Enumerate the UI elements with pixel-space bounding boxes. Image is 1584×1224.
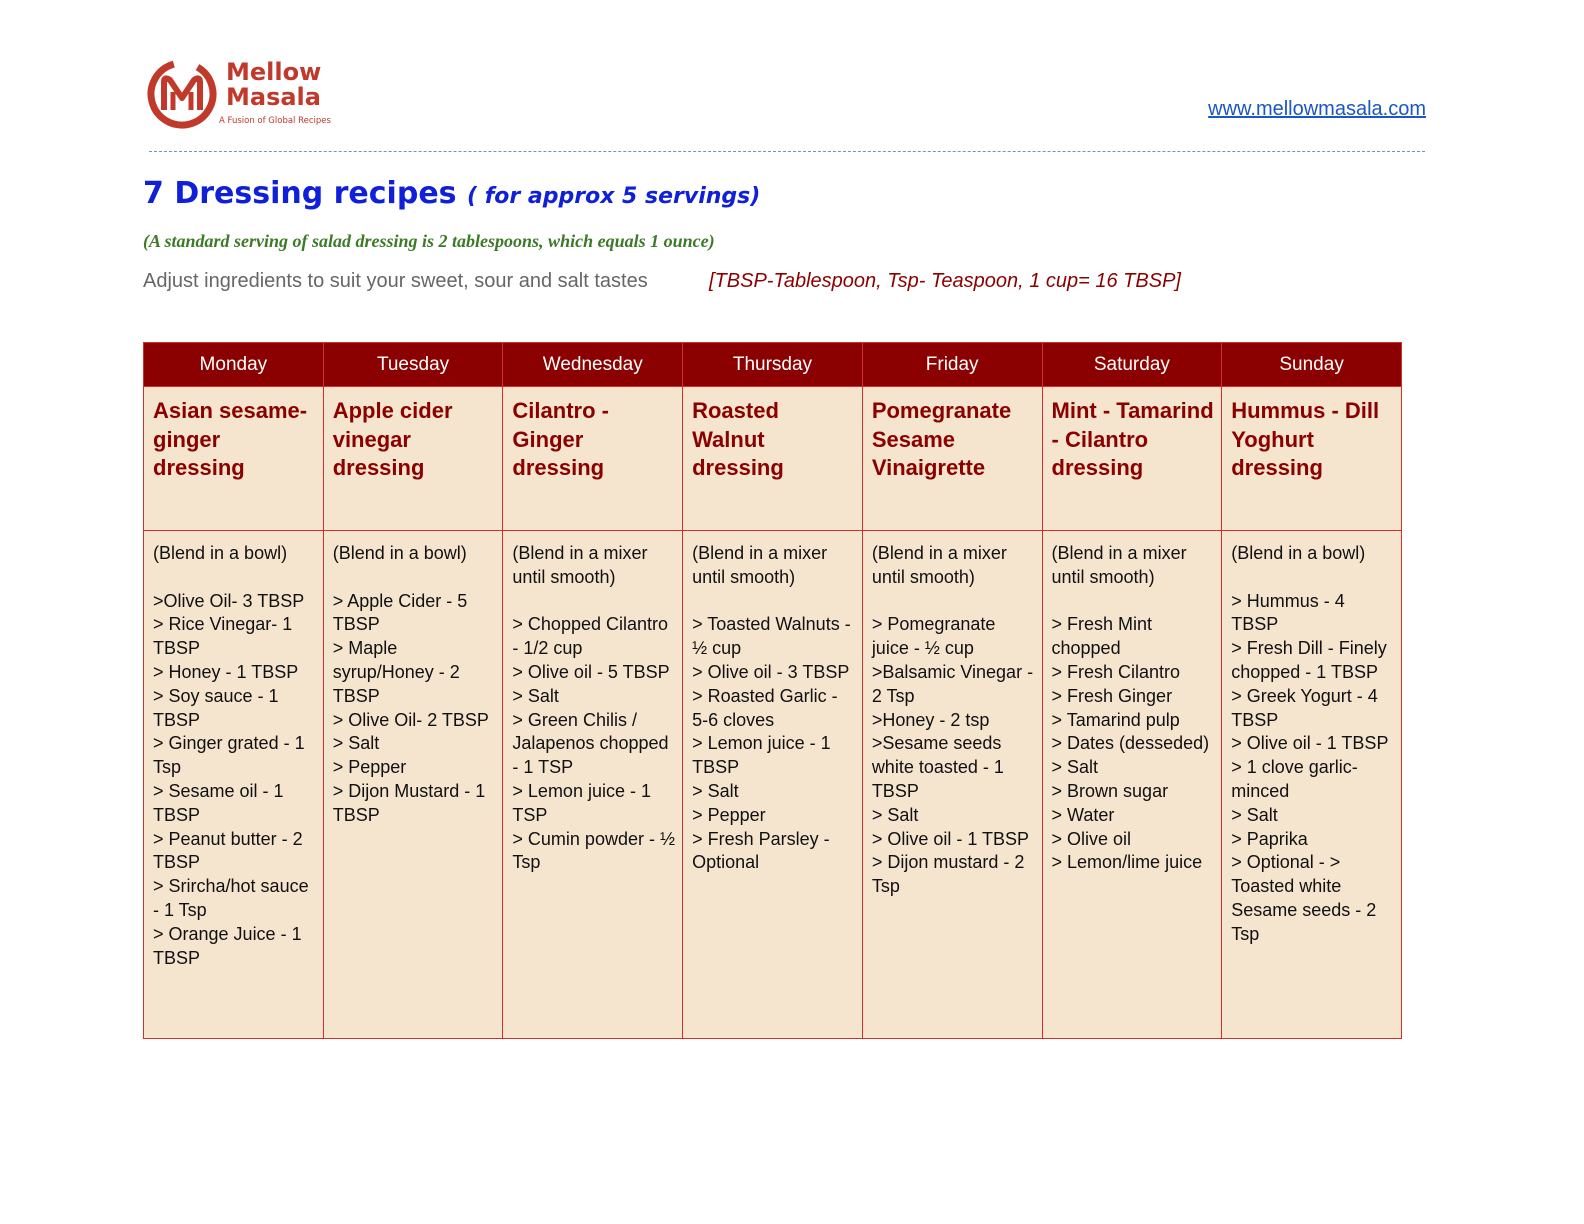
ingredient-item: > Apple Cider - 5 TBSP xyxy=(332,590,468,635)
ingredient-item: > Lemon juice - 1 TBSP xyxy=(692,733,831,778)
recipe-name: Pomegranate Sesame Vinaigrette xyxy=(862,387,1042,531)
day-header: Monday xyxy=(144,343,324,387)
ingredient-item: > Cumin powder - ½ Tsp xyxy=(512,828,675,873)
ingredient-item: > Salt xyxy=(1051,757,1099,778)
ingredient-item: > Orange Juice - 1 TBSP xyxy=(153,923,302,968)
logo-wordmark xyxy=(226,60,321,110)
recipe-name: Apple cider vinegar dressing xyxy=(323,387,503,531)
ingredient-item: > Pomegranate juice - ½ cup xyxy=(871,614,996,659)
ingredient-item: > Lemon juice - 1 TSP xyxy=(512,780,651,825)
ingredient-item: > Lemon/lime juice xyxy=(1051,852,1203,873)
ingredient-item: > Olive oil - 3 TBSP xyxy=(692,661,850,682)
ingredient-item: >Balsamic Vinegar - 2 Tsp xyxy=(871,661,1034,706)
ingredient-item: > Rice Vinegar- 1 TBSP xyxy=(153,614,293,659)
method-instruction: (Blend in a bowl) xyxy=(332,543,467,563)
day-header: Friday xyxy=(862,343,1042,387)
ingredient-item: > Chopped Cilantro - 1/2 cup xyxy=(512,614,669,659)
ingredient-item: > Salt xyxy=(1231,804,1278,825)
ingredient-item: > Olive Oil- 2 TBSP xyxy=(332,709,489,730)
method-instruction: (Blend in a mixer until smooth) xyxy=(1051,543,1187,587)
logo-line1: Mellow xyxy=(226,58,322,86)
method-instruction: (Blend in a mixer until smooth) xyxy=(692,543,828,587)
ingredient-item: > Fresh Cilantro xyxy=(1051,661,1181,682)
day-header: Thursday xyxy=(683,343,863,387)
ingredients-row xyxy=(144,531,1402,1039)
ingredient-item: > Honey - 1 TBSP xyxy=(153,661,299,682)
ingredient-item: > Fresh Parsley - Optional xyxy=(692,828,830,873)
page-title xyxy=(143,176,760,211)
ingredients-cell xyxy=(683,531,863,1039)
dressing-schedule-table xyxy=(143,342,1402,1039)
ingredients-cell xyxy=(1042,531,1222,1039)
ingredient-item: >Olive Oil- 3 TBSP xyxy=(153,590,305,611)
ingredient-item: > Dijon mustard - 2 Tsp xyxy=(871,852,1025,897)
recipe-name-row xyxy=(144,387,1402,531)
ingredients-cell xyxy=(323,531,503,1039)
ingredients-cell xyxy=(503,531,683,1039)
day-header-row xyxy=(144,343,1402,387)
ingredient-item: > Sesame oil - 1 TBSP xyxy=(153,780,284,825)
adjust-note: Adjust ingredients to suit your sweet, sour and salt tastes xyxy=(143,270,648,292)
recipe-name: Mint - Tamarind - Cilantro dressing xyxy=(1042,387,1222,531)
ingredients-cell xyxy=(144,531,324,1039)
ingredient-item: > Salt xyxy=(512,685,559,706)
serving-note: (A standard serving of salad dressing is 2 tablespoons, which equals 1 ounce) xyxy=(143,231,715,251)
method-instruction: (Blend in a bowl) xyxy=(1231,543,1366,563)
ingredient-item: > Hummus - 4 TBSP xyxy=(1231,590,1345,635)
logo-line2: Masala xyxy=(226,83,321,111)
ingredient-item: > Fresh Mint chopped xyxy=(1051,614,1153,659)
ingredient-item: > Srircha/hot sauce - 1 Tsp xyxy=(153,876,309,920)
ingredient-item: > Fresh Dill - Finely chopped - 1 TBSP xyxy=(1231,638,1387,682)
units-legend: [TBSP-Tablespoon, Tsp- Teaspoon, 1 cup= 16 TBSP] xyxy=(709,270,1181,292)
ingredient-item: > Soy sauce - 1 TBSP xyxy=(153,685,279,730)
recipe-name: Cilantro - Ginger dressing xyxy=(503,387,683,531)
ingredient-item: > Ginger grated - 1 Tsp xyxy=(153,733,305,778)
ingredient-item: > Brown sugar xyxy=(1051,780,1169,801)
ingredient-item: >Sesame seeds white toasted - 1 TBSP xyxy=(871,733,1004,801)
ingredient-item: > Olive oil - 1 TBSP xyxy=(1231,733,1389,754)
day-header: Saturday xyxy=(1042,343,1222,387)
ingredient-item: > Salt xyxy=(332,733,380,754)
ingredient-item: >Honey - 2 tsp xyxy=(871,709,990,730)
recipe-name: Asian sesame-ginger dressing xyxy=(144,387,324,531)
ingredients-cell xyxy=(862,531,1042,1039)
ingredient-item: > Olive oil - 1 TBSP xyxy=(871,828,1030,849)
ingredient-item: > Olive oil - 5 TBSP xyxy=(512,661,670,682)
day-header: Tuesday xyxy=(323,343,503,387)
ingredient-item: > Peanut butter - 2 TBSP xyxy=(153,828,303,873)
ingredient-item: > Tamarind pulp xyxy=(1051,709,1180,730)
ingredient-item: > Pepper xyxy=(692,804,766,825)
logo-tagline: A Fusion of Global Recipes xyxy=(219,116,331,126)
ingredient-item: > Optional - > Toasted white Sesame seeds - 2 Tsp xyxy=(1231,852,1377,944)
ingredient-item: > Salt xyxy=(692,780,739,801)
website-link[interactable]: www.mellowmasala.com xyxy=(1208,98,1426,120)
method-instruction: (Blend in a bowl) xyxy=(153,543,288,563)
ingredient-item: > Fresh Ginger xyxy=(1051,685,1173,706)
recipe-name: Roasted Walnut dressing xyxy=(683,387,863,531)
ingredient-item: > Salt xyxy=(871,804,919,825)
ingredient-item: > Dijon Mustard - 1 TBSP xyxy=(332,780,486,825)
ingredient-item: > Paprika xyxy=(1231,828,1308,849)
ingredient-item: > Roasted Garlic - 5-6 cloves xyxy=(692,685,838,730)
page-title-sub: ( for approx 5 servings) xyxy=(466,184,761,209)
ingredient-item: > Toasted Walnuts - ½ cup xyxy=(692,614,851,659)
ingredient-item: > 1 clove garlic- minced xyxy=(1231,757,1358,801)
method-instruction: (Blend in a mixer until smooth) xyxy=(512,543,648,587)
page-title-main: 7 Dressing recipes xyxy=(143,176,457,211)
method-instruction: (Blend in a mixer until smooth) xyxy=(871,543,1007,587)
header-divider xyxy=(149,151,1425,152)
ingredient-item: > Olive oil xyxy=(1051,828,1132,849)
ingredient-item: > Maple syrup/Honey - 2 TBSP xyxy=(332,638,460,706)
ingredients-cell xyxy=(1222,531,1402,1039)
ingredient-item: > Greek Yogurt - 4 TBSP xyxy=(1231,685,1378,730)
day-header: Sunday xyxy=(1222,343,1402,387)
ingredient-item: > Pepper xyxy=(332,757,407,778)
recipe-name: Hummus - Dill Yoghurt dressing xyxy=(1222,387,1402,531)
ingredient-item: > Green Chilis / Jalapenos chopped - 1 TSP xyxy=(512,709,669,778)
mm-logo-icon xyxy=(146,58,218,130)
day-header: Wednesday xyxy=(503,343,683,387)
ingredient-item: > Water xyxy=(1051,804,1115,825)
brand-logo xyxy=(146,58,346,132)
ingredient-item: > Dates (desseded) xyxy=(1051,733,1210,754)
